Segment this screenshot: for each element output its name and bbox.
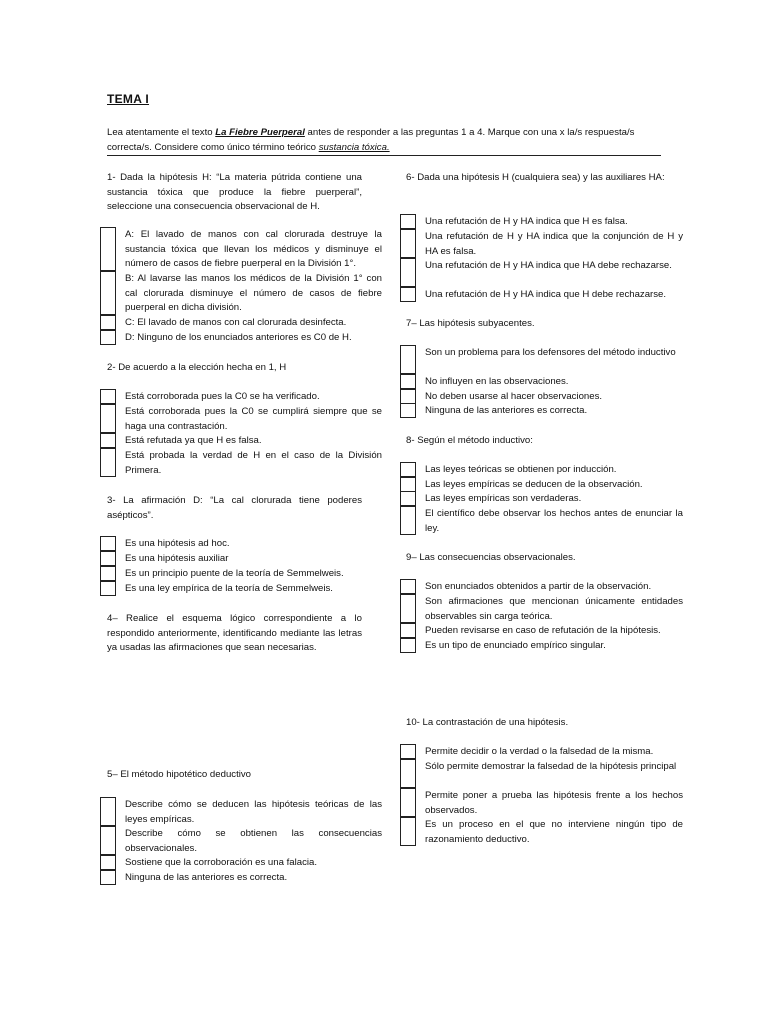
question-8-option-1-checkbox[interactable] — [400, 462, 416, 477]
question-3-option-2-checkbox[interactable] — [100, 551, 116, 566]
question-7-option-2: No influyen en las observaciones. — [425, 376, 569, 387]
divider — [107, 155, 661, 156]
question-8-option-4: El científico debe observar los hechos antes de enunciar la ley. — [425, 508, 683, 534]
question-10-option-2: Sólo permite demostrar la falsedad de la hipótesis principal — [425, 761, 677, 772]
question-7-stem: 7– Las hipótesis subyacentes. — [406, 318, 535, 329]
question-1-option-c-checkbox[interactable] — [100, 315, 116, 330]
question-7-option-1: Son un problema para los defensores del método inductivo — [425, 347, 676, 358]
question-4-stem: 4– Realice el esquema lógico correspondiente a lo respondido anteriormente, identificando mediante las letras ya usadas las afirmaciones que sean necesarias. — [107, 613, 362, 654]
question-1-option-c: C: El lavado de manos con cal clorurada desinfecta. — [125, 317, 347, 328]
question-6-option-4-checkbox[interactable] — [400, 287, 416, 302]
question-5-option-2: Describe cómo se obtienen las consecuencias observacionales. — [125, 828, 382, 854]
question-2-option-2-checkbox[interactable] — [100, 404, 116, 433]
question-3-stem: 3- La afirmación D: “La cal clorurada tiene poderes asépticos”. — [107, 495, 362, 521]
question-8-option-2-checkbox[interactable] — [400, 477, 416, 492]
question-9-option-1-checkbox[interactable] — [400, 579, 416, 594]
question-6-option-2: Una refutación de H y HA indica que la conjunción de H y HA es falsa. — [425, 231, 683, 257]
question-3-option-3: Es un principio puente de la teoría de Semmelweis. — [125, 568, 344, 579]
question-6-option-2-checkbox[interactable] — [400, 229, 416, 258]
question-10-option-3: Permite poner a prueba las hipótesis frente a los hechos observados. — [425, 790, 683, 816]
question-8-option-1: Las leyes teóricas se obtienen por inducción. — [425, 464, 617, 475]
question-9-option-3-checkbox[interactable] — [400, 623, 416, 638]
question-1-option-a: A: El lavado de manos con cal clorurada destruye la sustancia tóxica que llevan los médicos y disminuye el número de casos de fiebre puerperal en la División 1°. — [125, 229, 382, 270]
question-1-option-b-checkbox[interactable] — [100, 271, 116, 315]
question-2-option-1-checkbox[interactable] — [100, 389, 116, 404]
instructions — [107, 126, 663, 155]
instructions-part2: antes de responder a las preguntas 1 a 4. Marque con una x la/s respuesta/s correcta/s. Considere como único término teórico — [107, 127, 635, 153]
question-1-option-a-checkbox[interactable] — [100, 227, 116, 271]
question-2-stem: 2- De acuerdo a la elección hecha en 1, H — [107, 362, 287, 373]
page-title: TEMA I — [107, 92, 150, 106]
question-10-option-2-checkbox[interactable] — [400, 759, 416, 788]
question-1-option-d-checkbox[interactable] — [100, 330, 116, 345]
answer-space-question-4[interactable] — [107, 660, 362, 760]
question-10-option-3-checkbox[interactable] — [400, 788, 416, 817]
question-8-option-3: Las leyes empíricas son verdaderas. — [425, 493, 582, 504]
question-5-option-3: Sostiene que la corroboración es una falacia. — [125, 857, 317, 868]
instructions-part1: Lea atentamente el texto — [107, 127, 216, 138]
question-8-option-4-checkbox[interactable] — [400, 506, 416, 535]
question-2-option-2: Está corroborada pues la C0 se cumplirá siempre que se haga una contrastación. — [125, 406, 382, 432]
question-5-option-4: Ninguna de las anteriores es correcta. — [125, 872, 288, 883]
question-1-option-d: D: Ninguno de los enunciados anteriores es C0 de H. — [125, 332, 352, 343]
question-9-option-4: Es un tipo de enunciado empírico singular. — [425, 640, 606, 651]
question-6-option-1-checkbox[interactable] — [400, 214, 416, 229]
question-3-option-1: Es una hipótesis ad hoc. — [125, 538, 230, 549]
question-5-option-2-checkbox[interactable] — [100, 826, 116, 855]
question-10-option-4-checkbox[interactable] — [400, 817, 416, 846]
question-3-option-4-checkbox[interactable] — [100, 581, 116, 596]
question-8-option-3-checkbox[interactable] — [400, 491, 416, 506]
text-title: La Fiebre Puerperal — [215, 127, 305, 138]
question-7-option-3-checkbox[interactable] — [400, 389, 416, 404]
question-6-option-3: Una refutación de H y HA indica que HA debe rechazarse. — [425, 260, 672, 271]
question-9-option-2-checkbox[interactable] — [400, 594, 416, 623]
question-8-option-2: Las leyes empíricas se deducen de la observación. — [425, 479, 643, 490]
question-10-stem: 10- La contrastación de una hipótesis. — [406, 717, 569, 728]
question-9-option-2: Son afirmaciones que mencionan únicamente entidades observables sin carga teórica. — [425, 596, 683, 622]
question-2-option-3: Está refutada ya que H es falsa. — [125, 435, 262, 446]
question-2-option-4: Está probada la verdad de H en el caso de la División Primera. — [125, 450, 382, 476]
question-2-option-3-checkbox[interactable] — [100, 433, 116, 448]
question-1-option-b: B: Al lavarse las manos los médicos de la División 1° con cal clorurada disminuye el número de casos de fiebre puerperal en dicha división. — [125, 273, 382, 314]
question-6-option-4: Una refutación de H y HA indica que H debe rechazarse. — [425, 289, 667, 300]
question-6-stem: 6- Dada una hipótesis H (cualquiera sea) y las auxiliares HA: — [406, 172, 665, 183]
question-10-option-1: Permite decidir o la verdad o la falsedad de la misma. — [425, 746, 654, 757]
question-3-option-4: Es una ley empírica de la teoría de Semmelweis. — [125, 583, 333, 594]
question-1-stem: 1- Dada la hipótesis H: “La materia pútrida contiene una sustancia tóxica que produce la fiebre puerperal”, seleccione una consecuencia observacional de H. — [107, 172, 362, 213]
question-8-stem: 8- Según el método inductivo: — [406, 435, 533, 446]
question-10-option-4: Es un proceso en el que no interviene ningún tipo de razonamiento deductivo. — [425, 819, 683, 845]
question-9-option-3: Pueden revisarse en caso de refutación de la hipótesis. — [425, 625, 661, 636]
question-5-option-1: Describe cómo se deducen las hipótesis teóricas de las leyes empíricas. — [125, 799, 382, 825]
question-5-option-1-checkbox[interactable] — [100, 797, 116, 826]
question-7-option-4-checkbox[interactable] — [400, 403, 416, 418]
question-2-option-1: Está corroborada pues la C0 se ha verificado. — [125, 391, 320, 402]
theoretical-term: sustancia tóxica. — [318, 141, 390, 153]
question-7-option-2-checkbox[interactable] — [400, 374, 416, 389]
question-6-option-3-checkbox[interactable] — [400, 258, 416, 287]
question-7-option-3: No deben usarse al hacer observaciones. — [425, 391, 603, 402]
question-3-option-1-checkbox[interactable] — [100, 536, 116, 551]
question-3-option-2: Es una hipótesis auxiliar — [125, 553, 229, 564]
question-3-option-3-checkbox[interactable] — [100, 566, 116, 581]
question-9-stem: 9– Las consecuencias observacionales. — [406, 552, 576, 563]
question-7-option-4: Ninguna de las anteriores es correcta. — [425, 405, 588, 416]
question-9-option-1: Son enunciados obtenidos a partir de la observación. — [425, 581, 652, 592]
question-7-option-1-checkbox[interactable] — [400, 345, 416, 374]
question-10-option-1-checkbox[interactable] — [400, 744, 416, 759]
question-5-option-3-checkbox[interactable] — [100, 855, 116, 870]
question-5-stem: 5– El método hipotético deductivo — [107, 769, 251, 780]
question-2-option-4-checkbox[interactable] — [100, 448, 116, 477]
question-9-option-4-checkbox[interactable] — [400, 638, 416, 653]
question-6-option-1: Una refutación de H y HA indica que H es falsa. — [425, 216, 628, 227]
question-5-option-4-checkbox[interactable] — [100, 870, 116, 885]
